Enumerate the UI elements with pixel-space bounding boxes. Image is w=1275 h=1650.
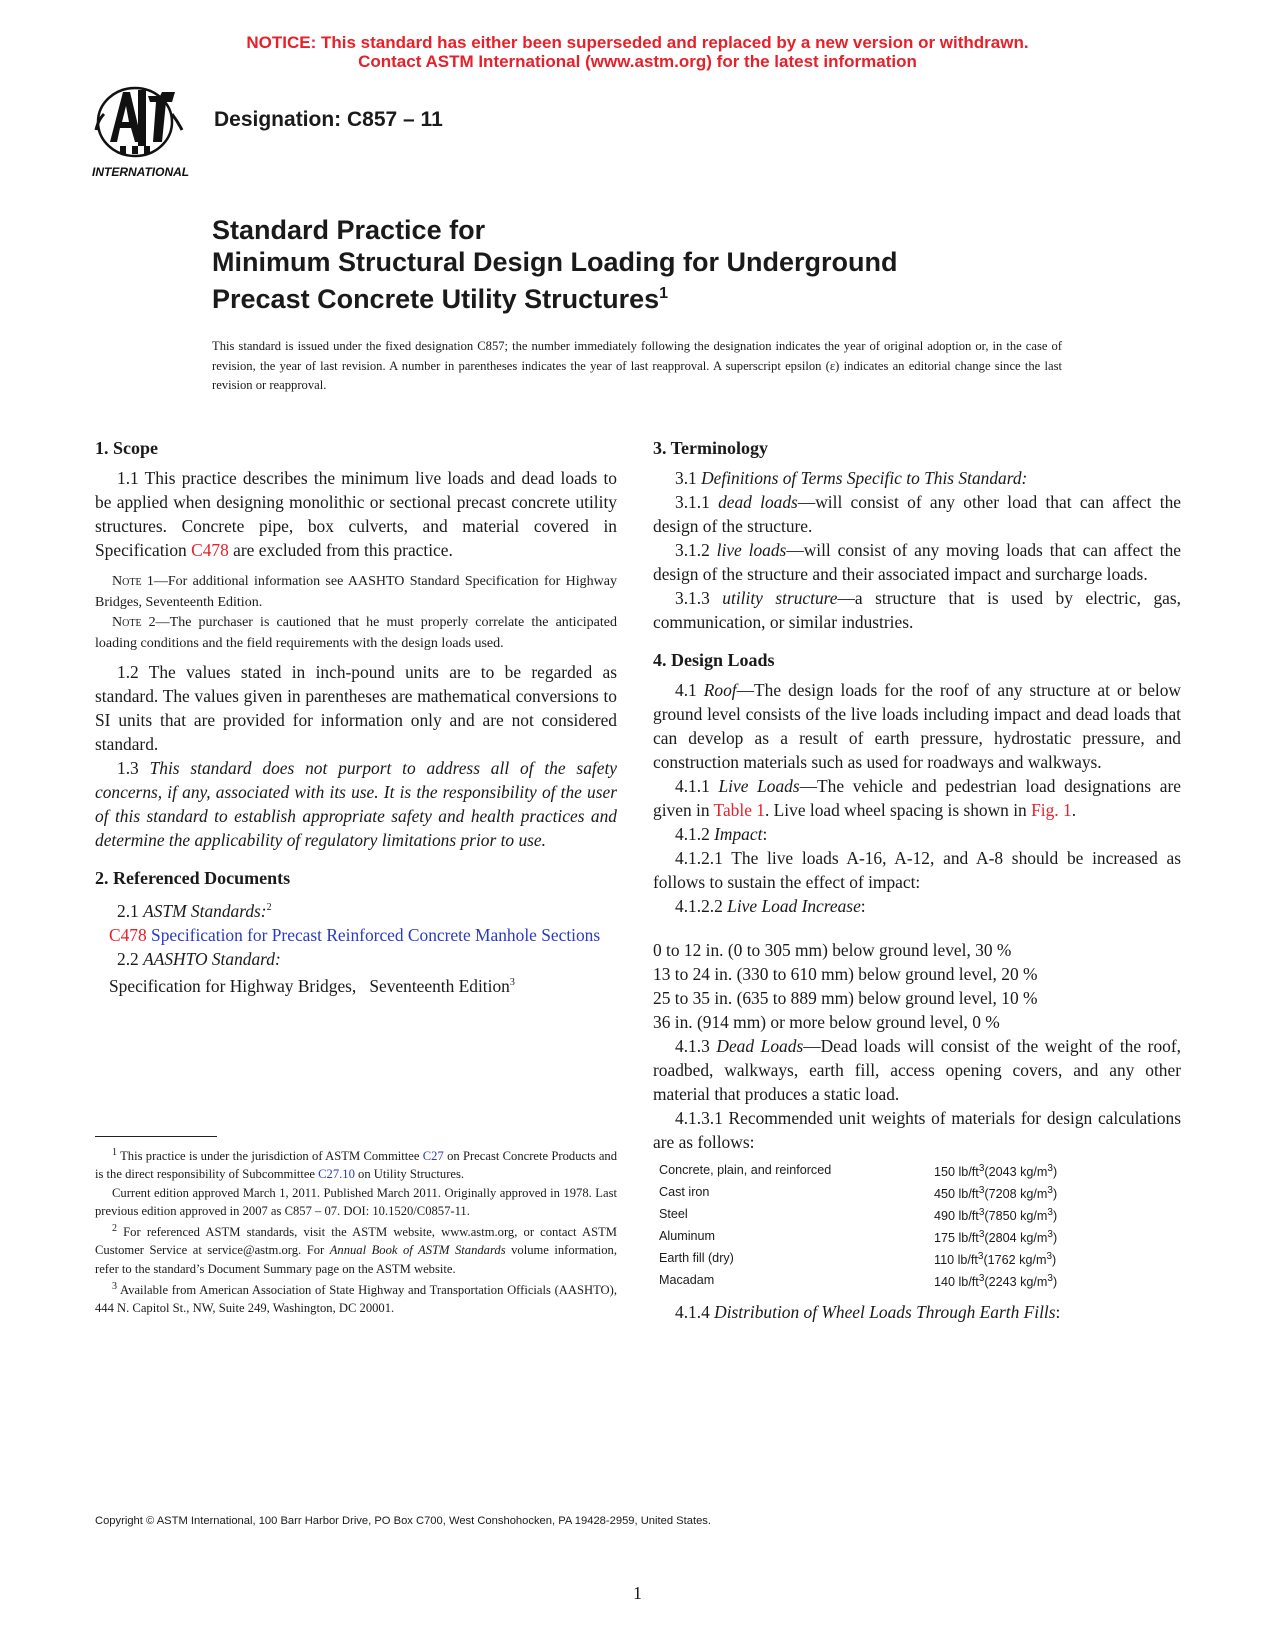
- table-row: Earth fill (dry) 110 $lb/ft^3(1762$ $kg/m^3$): [659, 1250, 1057, 1268]
- footnote-1-approval: Current edition approved March 1, 2011. Published March 2011. Originally approved in 1978. Last previous edition approved in 2007 as C857 – 07. DOI: 10.1520/C0857-11.: [95, 1185, 617, 1218]
- unit-weights-table: [659, 1160, 1057, 1292]
- issuance-statement: This standard is issued under the fixed designation C857; the number immediately following the designation indicates the year of original adoption or, in the case of revision, the year of last revision. A number in parentheses indicates the year of last reapproval. A superscript epsilon (ε) indicates an editorial change since the last revision or reapproval.: [212, 339, 1062, 392]
- footnote-2: $^2$ For referenced ASTM standards, visit the ASTM website, www.astm.org, or contact ASTM Customer Service at service@astm.org. For Annual Book of ASTM Standards volume information, refer to the standard’s Document Summary page on the ASTM website.: [95, 1223, 617, 1276]
- paragraph-4-1-1: 4.1.1 Live Loads—The vehicle and pedestrian load designations are given in Table 1. Live load wheel spacing is shown in Fig. 1.: [653, 776, 1181, 820]
- table-row: Concrete, plain, and reinforced 150 $lb/ft^3(2043$ $kg/m^3$): [659, 1163, 1058, 1180]
- left-column: [95, 436, 617, 998]
- section-heading-scope: 1. Scope: [95, 438, 158, 458]
- note-1: Note 1—For additional information see AASHTO Standard Specification for Highway Bridges, Seventeenth Edition.: [95, 574, 617, 610]
- increase-item: 36 in. (914 mm) or more below ground level, 0 %: [653, 1012, 1000, 1032]
- paragraph-1-1: 1.1 This practice describes the minimum live loads and dead loads to be applied when designing monolithic or sectional precast concrete utility structures. Concrete pipe, box culverts, and material covered in Specification C478 are excluded from this practice.: [95, 468, 617, 560]
- astm-logo: [90, 84, 200, 180]
- notice-line-1: NOTICE: This standard has either been superseded and replaced by a new version or withdrawn.: [246, 33, 1029, 52]
- definition-live-loads: 3.1.2 live loads—will consist of any moving loads that can affect the design of the structure and their associated impact and surcharge loads.: [653, 540, 1181, 584]
- withdrawal-notice: [0, 33, 1275, 71]
- link-c478[interactable]: C478: [191, 540, 229, 560]
- paragraph-4-1: 4.1 Roof—The design loads for the roof of any structure at or below ground level consists of the live loads including impact and dead loads that can develop as a result of earth pressure, hydrostatic pressure, and construction materials such as used for roadways and walkways.: [653, 680, 1181, 772]
- paragraph-4-1-2-1: 4.1.2.1 The live loads A-16, A-12, and A-8 should be increased as follows to sustain the effect of impact:: [653, 848, 1181, 892]
- notice-line-2: Contact ASTM International (www.astm.org) for the latest information: [358, 52, 917, 71]
- footnote-3: $^3$ Available from American Association of State Highway and Transportation Officials (AASHTO), 444 N. Capitol St., NW, Suite 249, Washington, DC 20001.: [95, 1280, 617, 1316]
- section-heading-referenced-documents: 2. Referenced Documents: [95, 868, 291, 888]
- astm-logo-icon: [90, 84, 200, 180]
- increase-item: 13 to 24 in. (330 to 610 mm) below ground level, 20 %: [653, 964, 1038, 984]
- table-row: Steel 490 $lb/ft^3(7850$ $kg/m^3$): [659, 1206, 1058, 1224]
- paragraph-4-1-4: 4.1.4 Distribution of Wheel Loads Through Earth Fills:: [675, 1301, 1061, 1322]
- paragraph-2-2: 2.2 AASHTO Standard:: [117, 948, 281, 969]
- footnote-1: $^1$ This practice is under the jurisdiction of ASTM Committee C27 on Precast Concrete Products and is the direct responsibility of Subcommittee C27.10 on Utility Structures.: [95, 1147, 618, 1182]
- link-c27[interactable]: C27: [422, 1149, 444, 1164]
- logo-label: INTERNATIONAL: [92, 165, 190, 179]
- reference-c478[interactable]: C478 Specification for Precast Reinforced Concrete Manhole Sections: [109, 924, 601, 945]
- paragraph-3-1: 3.1 Definitions of Terms Specific to This Standard:: [675, 468, 1028, 488]
- link-table-1[interactable]: Table 1: [713, 800, 765, 820]
- reference-aashto: Specification for Highway Bridges, Seventeenth Edition$^3$: [109, 975, 515, 996]
- title-line-1: Standard Practice for: [212, 215, 486, 245]
- designation: Designation: C857 – 11: [214, 108, 443, 131]
- paragraph-2-1: 2.1 ASTM Standards:$^2$: [117, 900, 272, 921]
- definition-dead-loads: 3.1.1 dead loads—will consist of any other load that can affect the design of the structure.: [653, 492, 1181, 536]
- title-footnote-ref[interactable]: 1: [659, 285, 669, 302]
- copyright: Copyright © ASTM International, 100 Barr Harbor Drive, PO Box C700, West Conshohocken, PA 19428-2959, United States.: [95, 1515, 711, 1527]
- section-heading-design-loads: 4. Design Loads: [653, 650, 775, 670]
- increase-item: 0 to 12 in. (0 to 305 mm) below ground level, 30 %: [653, 940, 1012, 960]
- title-line-2: Minimum Structural Design Loading for Underground: [212, 247, 898, 277]
- link-fig-1[interactable]: Fig. 1: [1031, 800, 1072, 820]
- footnotes: [95, 1144, 617, 1317]
- page-number: 1: [633, 1583, 642, 1603]
- paragraph-4-1-2: 4.1.2 Impact:: [675, 824, 768, 844]
- document-title: [212, 214, 1032, 315]
- section-heading-terminology: 3. Terminology: [653, 438, 769, 458]
- increase-item: 25 to 35 in. (635 to 889 mm) below ground level, 10 %: [653, 988, 1038, 1008]
- paragraph-4-1-3: 4.1.3 Dead Loads—Dead loads will consist of the weight of the roof, roadbed, walkways, earth fill, access opening covers, and any other material that produces a static load.: [653, 1036, 1181, 1104]
- title-line-3: Precast Concrete Utility Structures: [212, 284, 660, 314]
- paragraph-4-1-2-2: 4.1.2.2 Live Load Increase:: [675, 896, 866, 916]
- paragraph-1-3: 1.3 This standard does not purport to address all of the safety concerns, if any, associated with its use. It is the responsibility of the user of this standard to establish appropriate safety and health practices and determine the applicability of regulatory limitations prior to use.: [95, 758, 617, 850]
- paragraph-4-1-3-1: 4.1.3.1 Recommended unit weights of materials for design calculations are as follows:: [653, 1108, 1181, 1152]
- definition-utility-structure: 3.1.3 utility structure—a structure that is used by electric, gas, communication, or similar industries.: [653, 588, 1181, 632]
- right-column: [653, 436, 1181, 1324]
- footnote-divider: [95, 1136, 217, 1137]
- table-row: Aluminum 175 $lb/ft^3(2804$ $kg/m^3$): [659, 1228, 1058, 1246]
- note-2: Note 2—The purchaser is cautioned that he must properly correlate the anticipated loading conditions and the field requirements with the design loads used.: [95, 615, 617, 651]
- paragraph-1-2: 1.2 The values stated in inch-pound units are to be regarded as standard. The values given in parentheses are mathematical conversions to SI units that are provided for information only and are not considered standard.: [95, 662, 617, 754]
- table-row: Macadam 140 $lb/ft^3(2243$ $kg/m^3$): [659, 1272, 1058, 1290]
- table-row: Cast iron 450 $lb/ft^3(7208$ $kg/m^3$): [659, 1184, 1058, 1202]
- link-c27-10[interactable]: C27.10: [318, 1167, 355, 1182]
